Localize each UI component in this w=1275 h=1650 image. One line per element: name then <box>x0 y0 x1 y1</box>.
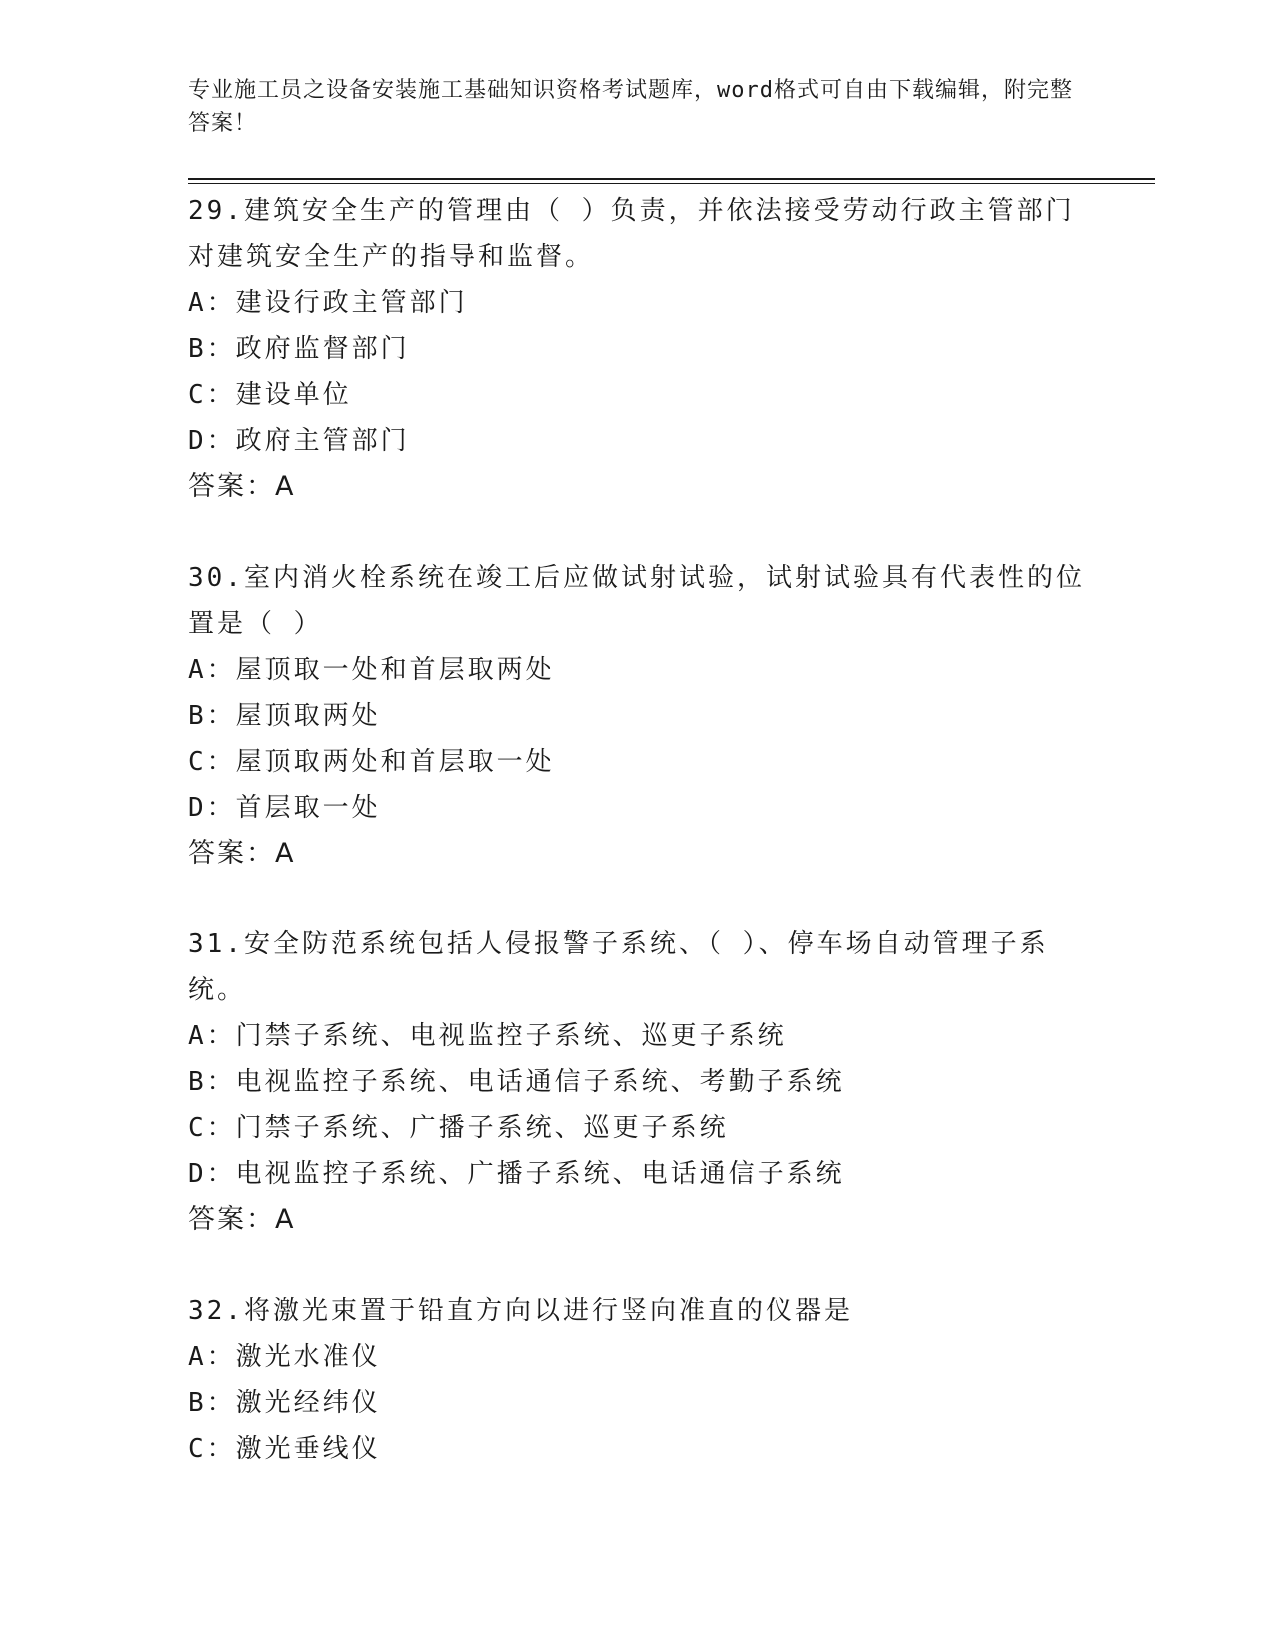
question-29 <box>188 188 1088 510</box>
option-c: C：激光垂线仪 <box>188 1434 381 1464</box>
question-stem: 30.室内消火栓系统在竣工后应做试射试验，试射试验具有代表性的位置是（ ） <box>188 563 1085 639</box>
option-b: B：激光经纬仪 <box>188 1388 381 1418</box>
question-31 <box>188 921 1088 1243</box>
answer-label: 答案：A <box>188 471 296 502</box>
option-a: A：屋顶取一处和首层取两处 <box>188 655 555 685</box>
option-d: D：电视监控子系统、广播子系统、电话通信子系统 <box>188 1159 845 1189</box>
option-b: B：政府监督部门 <box>188 334 410 364</box>
question-30 <box>188 555 1088 877</box>
option-a: A：激光水准仪 <box>188 1342 381 1372</box>
answer-label: 答案：A <box>188 838 296 869</box>
option-b: B：屋顶取两处 <box>188 701 381 731</box>
option-b: B：电视监控子系统、电话通信子系统、考勤子系统 <box>188 1067 845 1097</box>
option-d: D：首层取一处 <box>188 793 381 823</box>
question-stem: 32.将激光束置于铅直方向以进行竖向准直的仪器是 <box>188 1296 853 1326</box>
option-a: A：门禁子系统、电视监控子系统、巡更子系统 <box>188 1021 787 1051</box>
question-stem: 31.安全防范系统包括人侵报警子系统、（ ）、停车场自动管理子系统。 <box>188 929 1049 1005</box>
option-d: D：政府主管部门 <box>188 426 410 456</box>
question-stem: 29.建筑安全生产的管理由（ ）负责，并依法接受劳动行政主管部门对建筑安全生产的指导和监督。 <box>188 196 1075 272</box>
header-divider-thin <box>188 183 1155 184</box>
option-c: C：屋顶取两处和首层取一处 <box>188 747 555 777</box>
option-c: C：建设单位 <box>188 380 352 410</box>
header-divider-thick <box>188 178 1155 180</box>
option-c: C：门禁子系统、广播子系统、巡更子系统 <box>188 1113 729 1143</box>
answer-label: 答案：A <box>188 1204 296 1235</box>
question-32 <box>188 1288 1088 1472</box>
option-a: A：建设行政主管部门 <box>188 288 468 318</box>
document-header: 专业施工员之设备安装施工基础知识资格考试题库，word格式可自由下载编辑，附完整答案！ <box>188 78 1073 136</box>
